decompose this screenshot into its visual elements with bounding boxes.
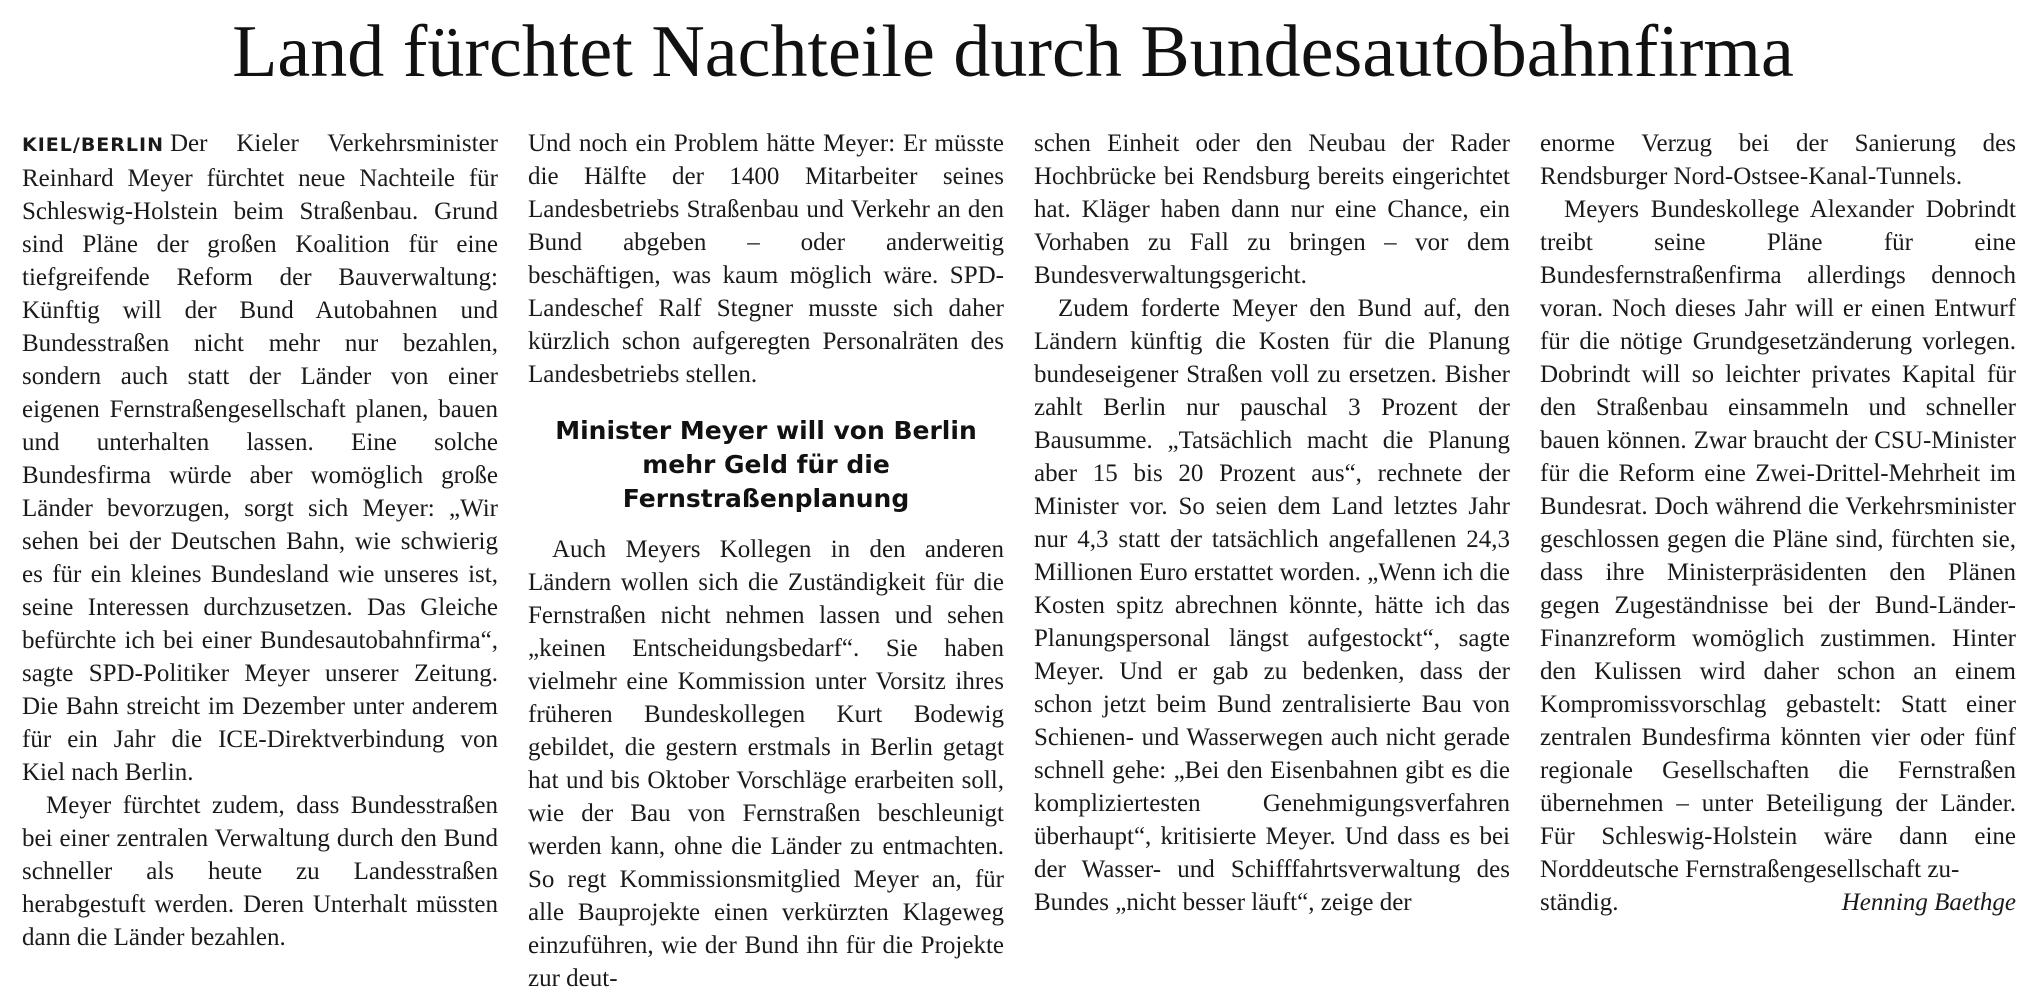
paragraph-4: Auch Meyers Kollegen in den anderen Ländern wollen sich die Zuständigkeit für die Fernstraßen nicht nehmen lassen und sehen „keinen Entscheidungsbedarf“. Sie haben vielmehr eine Kommission unter Vorsitz ihres früheren Bundeskollegen Kurt Bodewig gebildet, die gestern erstmals in Berlin getagt hat und bis Oktober Vorschläge erarbeiten soll, wie der Bau von Fernstraßen beschleunigt werden kann, ohne die Länder zu entmachten. So regt Kommissionsmitglied Meyer an, für alle Bauprojekte einen verkürzten Klageweg einzuführen, wie der Bund ihn für die Projekte zur deut- [528, 536, 1004, 992]
paragraph-3: Und noch ein Problem hätte Meyer: Er müsste die Hälfte der 1400 Mitarbeiter seines Landesbetriebs Straßenbau und Verkehr an den Bund abgeben – oder anderweitig beschäftigen, was kaum möglich wäre. SPD-Landeschef Ralf Stegner musste sich daher kürzlich schon aufgeregten Personalräten des Landesbetriebs stellen. [528, 130, 1004, 388]
author-name: Henning Baethge [1841, 889, 2016, 916]
closing-line [1540, 886, 2016, 919]
paragraph-7: enorme Verzug bei der Sanierung des Rendsburger Nord-Ostsee-Kanal-Tunnels. [1540, 130, 2016, 190]
article-headline: Land fürchtet Nachteile durch Bundesautobahnfirma [232, 11, 1794, 93]
paragraph-1-text: Der Kieler Verkehrsminister Reinhard Meyer fürchtet neue Nachteile für Schleswig-Holstein beim Straßenbau. Grund sind Pläne der großen Koalition für eine tiefgreifende Reform der Bauverwaltung: Künftig will der Bund Autobahnen und Bundesstraßen nicht mehr nur bezahlen, sondern auch statt der Länder von einer eigenen Fernstraßengesellschaft planen, bauen und unterhalten lassen. Eine solche Bundesfirma würde aber womöglich große Länder bevorzugen, sorgt sich Meyer: „Wir sehen bei der Deutschen Bahn, wie schwierig es für ein kleines Bundesland wie unseres ist, seine Interessen durchzusetzen. Das Gleiche befürchte ich bei einer Bundesautobahnfirma“, sagte SPD-Politiker Meyer unserer Zeitung. Die Bahn streicht im Dezember unter anderem für ein Jahr die ICE-Direktverbindung von Kiel nach Berlin. [22, 130, 498, 786]
paragraph-8: Meyers Bundeskollege Alexander Dobrindt treibt seine Pläne für eine Bundesfernstraßenfirma allerdings dennoch voran. Noch dieses Jahr will er einen Entwurf für die nötige Grundgesetzänderung vorlegen. Dobrindt will so leichter privates Kapital für den Straßenbau einsammeln und schneller bauen können. Zwar braucht der CSU-Minister für die Reform eine Zwei-Drittel-Mehrheit im Bundesrat. Doch während die Verkehrsminister geschlossen gegen die Pläne sind, fürchten sie, dass ihre Ministerpräsidenten den Plänen gegen Zugeständnisse bei der Bund-Länder-Finanzreform womöglich zustimmen. Hinter den Kulissen wird daher schon an einem Kompromissvorschlag gebastelt: Statt einer zentralen Bundesfirma könnten vier oder fünf regionale Gesellschaften die Fernstraßen übernehmen – unter Beteiligung der Länder. Für Schleswig-Holstein wäre dann eine Norddeutsche Fernstraßengesellschaft zu- [1540, 196, 2016, 883]
column-3 [1034, 127, 1510, 919]
paragraph-2: Meyer fürchtet zudem, dass Bundesstraßen bei einer zentralen Verwaltung durch den Bund schneller als heute zu Landesstraßen herabgestuft werden. Deren Unterhalt müssten dann die Länder bezahlen. [22, 792, 498, 951]
closing-word: ständig. [1540, 889, 1619, 916]
paragraph-5: schen Einheit oder den Neubau der Rader Hochbrücke bei Rendsburg bereits eingerichtet hat. Kläger haben dann nur eine Chance, ein Vorhaben zu Fall zu bringen – vor dem Bundesverwaltungsgericht. [1034, 130, 1510, 289]
column-1 [22, 127, 498, 954]
paragraph-6: Zudem forderte Meyer den Bund auf, den Ländern künftig die Kosten für die Planung bundeseigener Straßen voll zu ersetzen. Bisher zahlt Berlin nur pauschal 3 Prozent der Bausumme. „Tatsächlich macht die Planung aber 15 bis 20 Prozent aus“, rechnete der Minister vor. So seien dem Land letztes Jahr nur 4,3 statt der tatsächlich angefallenen 24,3 Millionen Euro erstattet worden. „Wenn ich die Kosten spitz abrechnen könnte, hätte ich das Planungspersonal längst aufgestockt“, sagte Meyer. Und er gab zu bedenken, dass der schon jetzt beim Bund zentralisierte Bau von Schienen- und Wasserwegen auch nicht gerade schnell gehe: „Bei den Eisenbahnen gibt es die kompliziertesten Genehmigungsverfahren überhaupt“, kritisierte Meyer. Und dass es bei der Wasser- und Schifffahrtsverwaltung des Bundes „nicht besser läuft“, zeige der [1034, 295, 1510, 916]
column-2 [528, 127, 1004, 995]
subheadline: Minister Meyer will von Berlin mehr Geld für die Fernstraßenplanung [555, 416, 977, 513]
paragraph-1 [22, 127, 498, 789]
column-4 [1540, 127, 2016, 919]
dateline: KIEL/BERLIN [22, 134, 164, 156]
